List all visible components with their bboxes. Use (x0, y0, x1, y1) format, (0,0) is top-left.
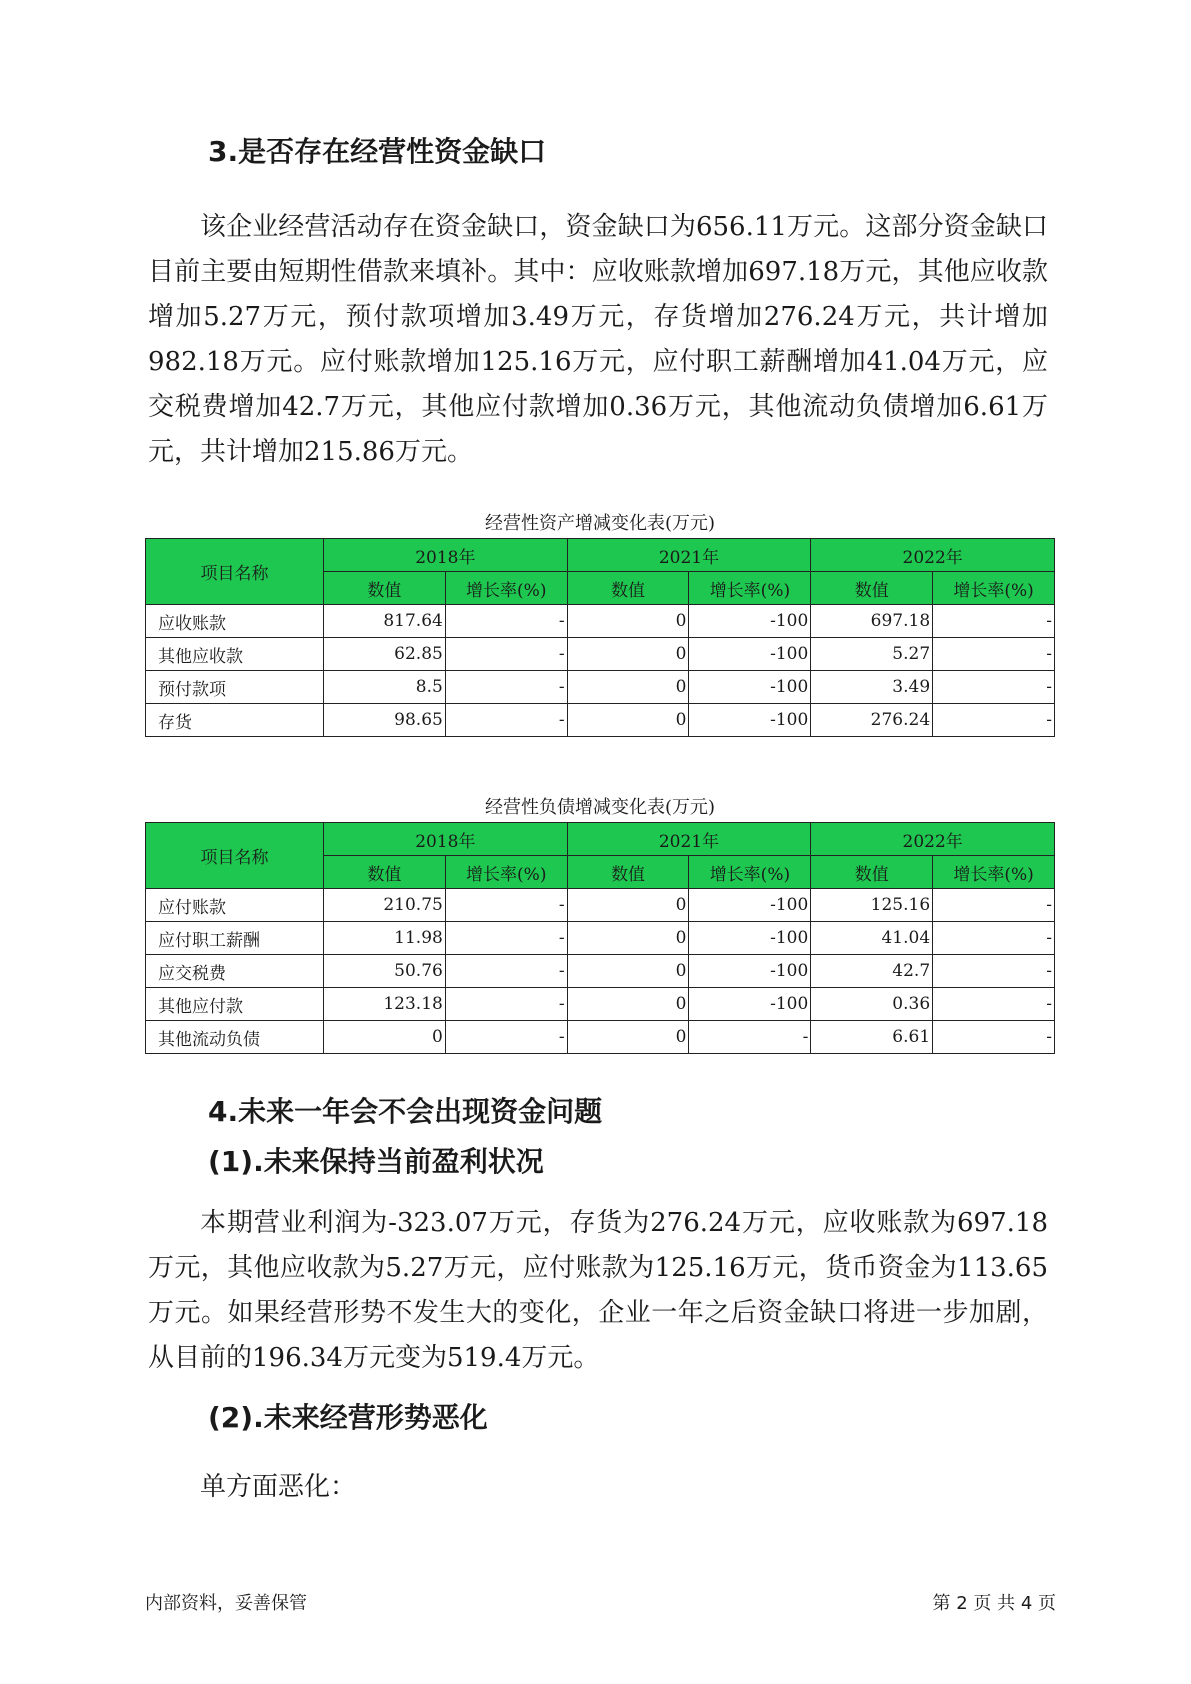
footer-page-number: 第 2 页 共 4 页 (932, 1593, 1056, 1614)
cell-growth-rate: -100 (689, 988, 811, 1021)
cell-value: 42.7 (811, 955, 933, 988)
cell-growth-rate: -100 (689, 955, 811, 988)
cell-growth-rate: -100 (689, 671, 811, 704)
cell-value: 5.27 (811, 638, 933, 671)
cell-value: 0 (567, 671, 689, 704)
section-4-2-heading: (2).未来经营形势恶化 (208, 1401, 488, 1434)
header-growth-rate: 增长率(%) (933, 856, 1055, 889)
cell-growth-rate: - (933, 889, 1055, 922)
cell-growth-rate: - (933, 671, 1055, 704)
cell-growth-rate: - (445, 1021, 567, 1054)
header-value: 数值 (811, 856, 933, 889)
asset-change-table (145, 538, 1055, 737)
cell-growth-rate: - (445, 638, 567, 671)
cell-growth-rate: - (933, 1021, 1055, 1054)
cell-growth-rate: - (933, 922, 1055, 955)
table-row (146, 605, 1055, 638)
header-year: 2018年 (324, 823, 568, 856)
section-4-1-heading: (1).未来保持当前盈利状况 (208, 1145, 544, 1178)
cell-value: 0 (567, 1021, 689, 1054)
cell-growth-rate: - (445, 704, 567, 737)
table-row (146, 955, 1055, 988)
table-row (146, 889, 1055, 922)
section-3-paragraph: 该企业经营活动存在资金缺口，资金缺口为656.11万元。这部分资金缺口目前主要由短期性借款来填补。其中：应收账款增加697.18万元，其他应收款增加5.27万元，预付款项增加3.49万元，存货增加276.24万元，共计增加982.18万元。应付账款增加125.16万元，应付职工薪酬增加41.04万元，应交税费增加42.7万元，其他应付款增加0.36万元，其他流动负债增加6.61万元，共计增加215.86万元。 (148, 212, 1048, 467)
cell-value: 276.24 (811, 704, 933, 737)
row-item-name: 应收账款 (146, 605, 324, 638)
row-item-name: 应付账款 (146, 889, 324, 922)
header-value: 数值 (324, 572, 446, 605)
table-row (146, 638, 1055, 671)
row-item-name: 其他流动负债 (146, 1021, 324, 1054)
header-year: 2021年 (567, 823, 811, 856)
row-item-name: 其他应收款 (146, 638, 324, 671)
row-item-name: 预付款项 (146, 671, 324, 704)
header-item-name: 项目名称 (146, 539, 324, 605)
cell-value: 0 (324, 1021, 446, 1054)
cell-value: 41.04 (811, 922, 933, 955)
cell-growth-rate: -100 (689, 605, 811, 638)
header-growth-rate: 增长率(%) (689, 572, 811, 605)
cell-value: 6.61 (811, 1021, 933, 1054)
section-4-1-paragraph: 本期营业利润为-323.07万元，存货为276.24万元，应收账款为697.18万元，其他应收款为5.27万元，应付账款为125.16万元，货币资金为113.65万元。如果经营形势不发生大的变化，企业一年之后资金缺口将进一步加剧，从目前的196.34万元变为519.4万元。 (148, 1208, 1048, 1373)
cell-growth-rate: - (933, 988, 1055, 1021)
row-item-name: 应交税费 (146, 955, 324, 988)
footer-confidential-note: 内部资料，妥善保管 (145, 1593, 307, 1614)
cell-value: 0 (567, 638, 689, 671)
table-row (146, 1021, 1055, 1054)
cell-value: 0 (567, 922, 689, 955)
asset-table-caption: 经营性资产增减变化表(万元) (484, 513, 716, 534)
cell-growth-rate: - (445, 988, 567, 1021)
header-value: 数值 (324, 856, 446, 889)
cell-value: 0 (567, 889, 689, 922)
cell-value: 11.98 (324, 922, 446, 955)
cell-value: 62.85 (324, 638, 446, 671)
cell-value: 3.49 (811, 671, 933, 704)
cell-value: 125.16 (811, 889, 933, 922)
cell-growth-rate: - (445, 955, 567, 988)
cell-growth-rate: -100 (689, 638, 811, 671)
table-row (146, 671, 1055, 704)
cell-growth-rate: -100 (689, 704, 811, 737)
header-growth-rate: 增长率(%) (689, 856, 811, 889)
cell-value: 0 (567, 955, 689, 988)
header-item-name: 项目名称 (146, 823, 324, 889)
cell-value: 0.36 (811, 988, 933, 1021)
cell-value: 123.18 (324, 988, 446, 1021)
cell-growth-rate: - (445, 922, 567, 955)
cell-value: 0 (567, 988, 689, 1021)
row-item-name: 应付职工薪酬 (146, 922, 324, 955)
header-year: 2021年 (567, 539, 811, 572)
header-growth-rate: 增长率(%) (933, 572, 1055, 605)
cell-growth-rate: -100 (689, 889, 811, 922)
cell-growth-rate: - (933, 955, 1055, 988)
row-item-name: 存货 (146, 704, 324, 737)
header-value: 数值 (811, 572, 933, 605)
header-growth-rate: 增长率(%) (445, 572, 567, 605)
header-year: 2018年 (324, 539, 568, 572)
cell-growth-rate: - (933, 605, 1055, 638)
cell-growth-rate: -100 (689, 922, 811, 955)
liability-table-caption: 经营性负债增减变化表(万元) (484, 797, 716, 818)
table-row (146, 988, 1055, 1021)
section-3-heading: 3.是否存在经营性资金缺口 (208, 135, 547, 168)
cell-value: 50.76 (324, 955, 446, 988)
header-value: 数值 (567, 572, 689, 605)
cell-value: 210.75 (324, 889, 446, 922)
cell-growth-rate: - (445, 889, 567, 922)
cell-growth-rate: - (689, 1021, 811, 1054)
cell-growth-rate: - (445, 671, 567, 704)
header-year: 2022年 (811, 539, 1055, 572)
cell-growth-rate: - (933, 704, 1055, 737)
table-row (146, 704, 1055, 737)
cell-value: 0 (567, 704, 689, 737)
cell-value: 0 (567, 605, 689, 638)
cell-value: 98.65 (324, 704, 446, 737)
row-item-name: 其他应付款 (146, 988, 324, 1021)
header-year: 2022年 (811, 823, 1055, 856)
liability-change-table (145, 822, 1055, 1054)
header-value: 数值 (567, 856, 689, 889)
section-4-2-text: 单方面恶化： (200, 1472, 357, 1502)
cell-growth-rate: - (933, 638, 1055, 671)
section-4-heading: 4.未来一年会不会出现资金问题 (208, 1095, 603, 1128)
cell-growth-rate: - (445, 605, 567, 638)
cell-value: 697.18 (811, 605, 933, 638)
cell-value: 817.64 (324, 605, 446, 638)
header-growth-rate: 增长率(%) (445, 856, 567, 889)
cell-value: 8.5 (324, 671, 446, 704)
table-row (146, 922, 1055, 955)
